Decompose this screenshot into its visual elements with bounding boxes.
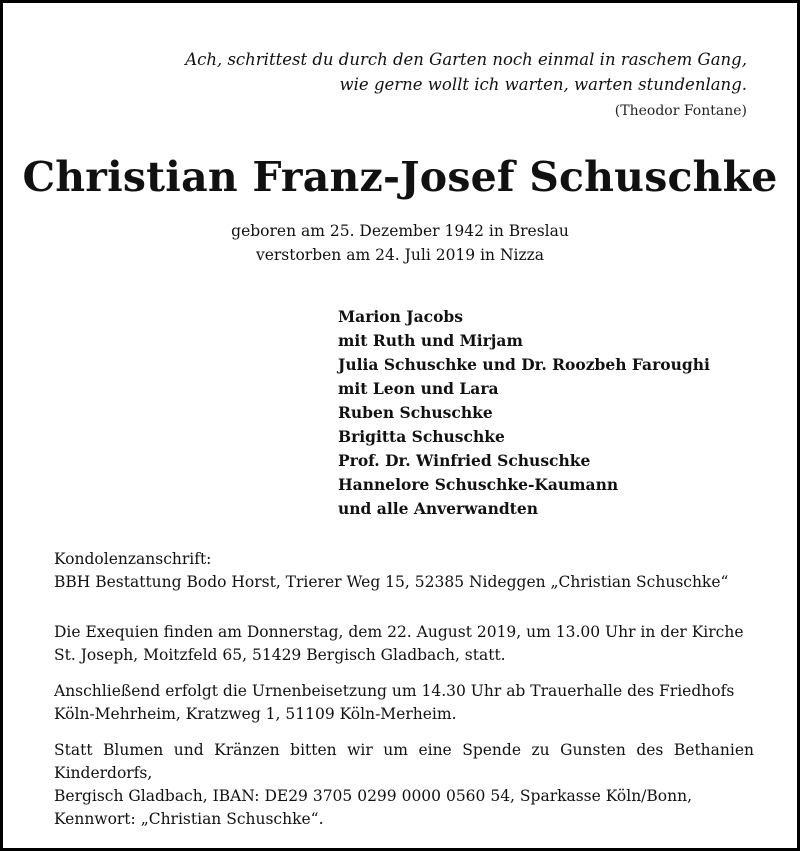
life-dates <box>3 219 797 267</box>
mourner-line: Hannelore Schuschke-Kaumann <box>338 475 619 494</box>
condolence-address-text: BBH Bestattung Bodo Horst, Trierer Weg 15, 52385 Nideggen „Christian Schuschke“ <box>54 573 729 591</box>
paragraph-line: Statt Blumen und Kränzen bitten wir um eine Spende zu Gunsten des Bethanien Kinderdorfs, <box>54 741 754 782</box>
mourner-line: Brigitta Schuschke <box>338 427 505 446</box>
mourners-list <box>338 305 710 521</box>
paragraph-line: St. Joseph, Moitzfeld 65, 51429 Bergisch Gladbach, statt. <box>54 646 506 664</box>
mourner-line: Marion Jacobs <box>338 307 463 326</box>
burial-paragraph <box>54 680 754 726</box>
condolence-address <box>54 548 754 594</box>
donation-paragraph <box>54 739 754 831</box>
poem-quote <box>123 47 747 97</box>
quote-line: wie gerne wollt ich warten, warten stundenlang. <box>339 75 747 94</box>
paragraph-line: Bergisch Gladbach, IBAN: DE29 3705 0299 0000 0560 54, Sparkasse Köln/Bonn, <box>54 787 693 805</box>
mourner-line: mit Leon und Lara <box>338 379 499 398</box>
condolence-label: Kondolenzanschrift: <box>54 550 212 568</box>
mourner-line: Prof. Dr. Winfried Schuschke <box>338 451 591 470</box>
mourner-line: mit Ruth und Mirjam <box>338 331 523 350</box>
paragraph-line: Kennwort: „Christian Schuschke“. <box>54 810 324 828</box>
paragraph-line: Köln-Mehrheim, Kratzweg 1, 51109 Köln-Merheim. <box>54 705 457 723</box>
death-date: verstorben am 24. Juli 2019 in Nizza <box>255 246 545 264</box>
paragraph-line: Die Exequien finden am Donnerstag, dem 22. August 2019, um 13.00 Uhr in der Kirche <box>54 623 744 641</box>
mourner-line: Julia Schuschke und Dr. Roozbeh Faroughi <box>338 355 710 374</box>
mourner-line: und alle Anverwandten <box>338 499 538 518</box>
paragraph-line: Anschließend erfolgt die Urnenbeisetzung um 14.30 Uhr ab Trauerhalle des Friedhofs <box>54 682 735 700</box>
exequies-paragraph <box>54 621 754 667</box>
mourner-line: Ruben Schuschke <box>338 403 493 422</box>
birth-date: geboren am 25. Dezember 1942 in Breslau <box>231 222 569 240</box>
quote-author: (Theodor Fontane) <box>614 103 747 119</box>
deceased-name: Christian Franz-Josef Schuschke <box>22 153 778 201</box>
quote-line: Ach, schrittest du durch den Garten noch einmal in raschem Gang, <box>185 50 747 69</box>
